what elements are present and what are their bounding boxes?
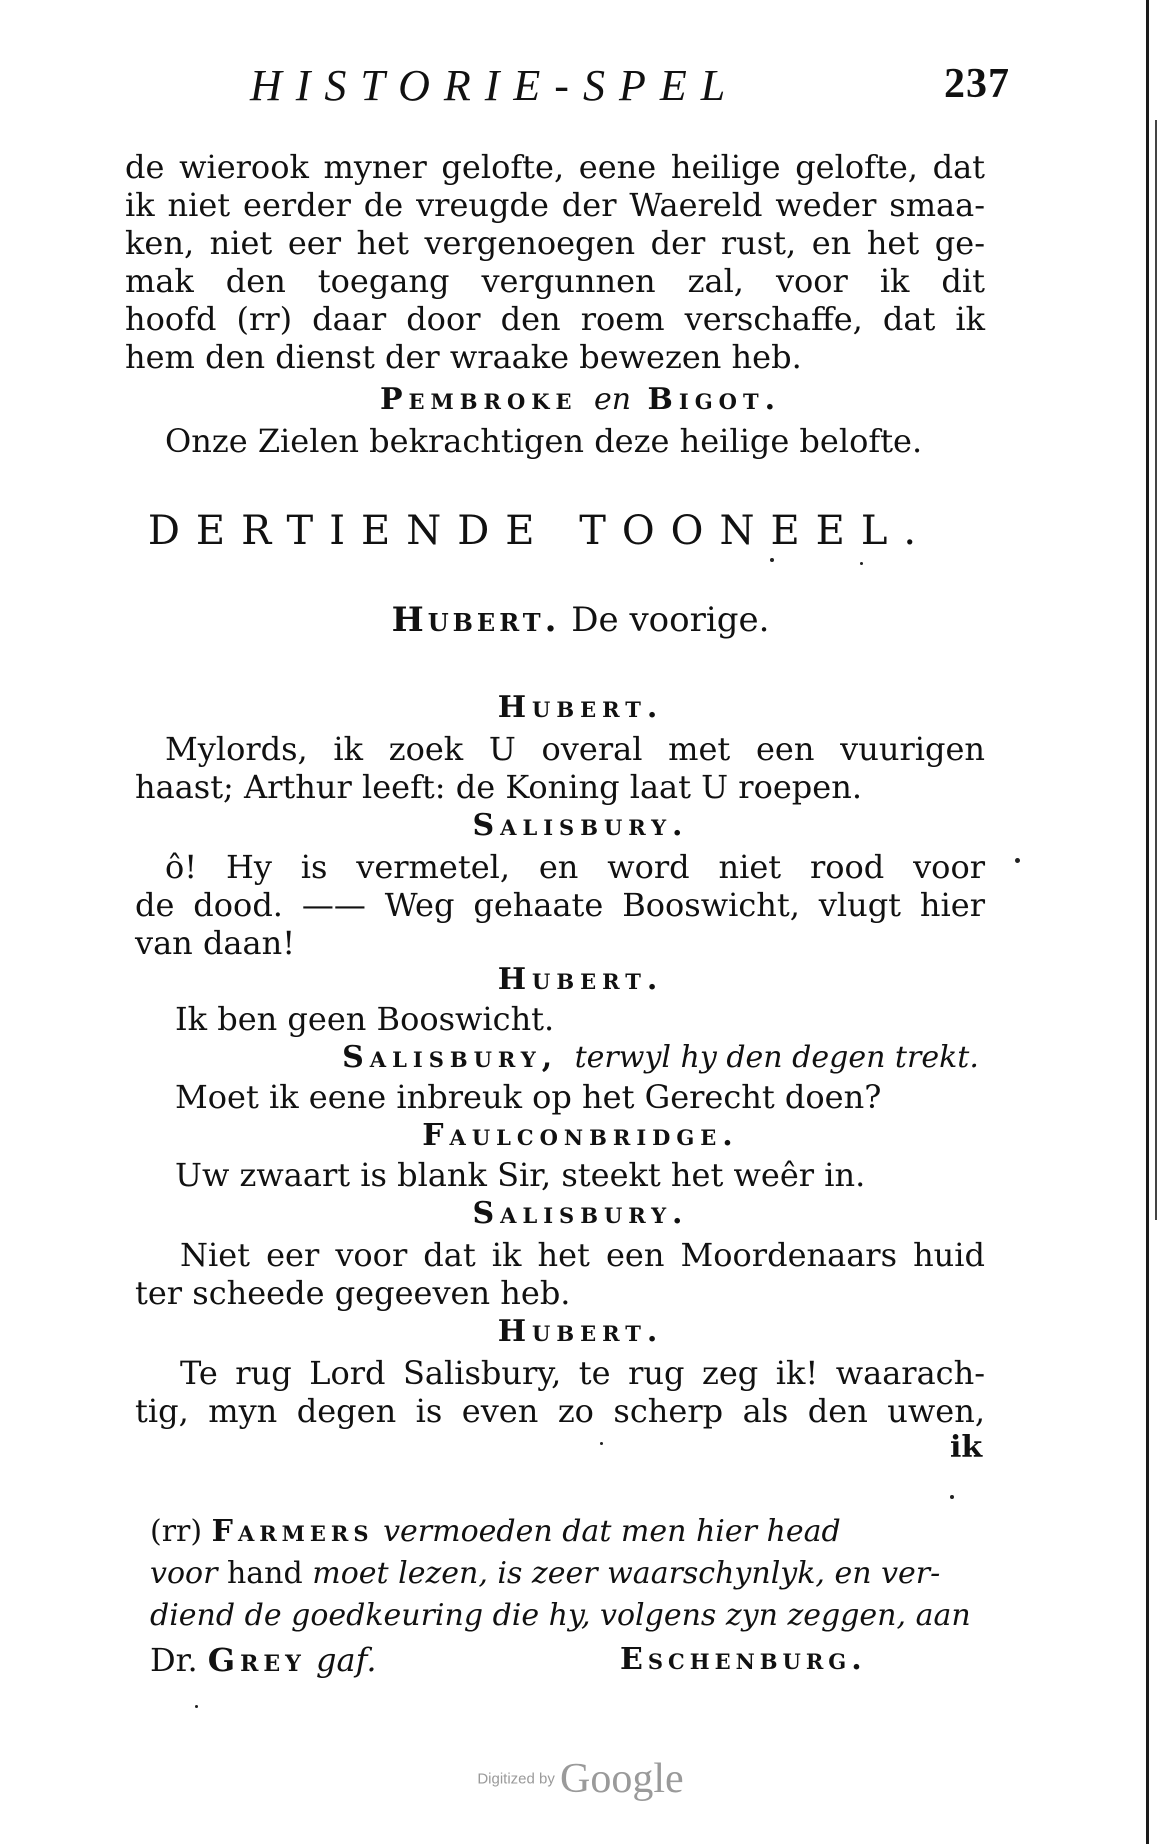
speaker-salisbury: Salisbury. bbox=[472, 1196, 689, 1231]
speaker-faulconbridge: Faulconbridge. bbox=[422, 1118, 739, 1153]
footnote-text: hand bbox=[226, 1556, 303, 1591]
watermark-brand: Google bbox=[559, 1756, 684, 1802]
text-line: de wierook myner gelofte, eene heilige gelofte, dat bbox=[125, 148, 985, 186]
speaker-joiner: en bbox=[594, 382, 632, 417]
footnote-name: Farmers bbox=[211, 1514, 374, 1549]
footnote-line bbox=[150, 1512, 990, 1552]
footnote-text: gaf. bbox=[316, 1641, 377, 1679]
scan-speck bbox=[950, 1495, 954, 1499]
speaker-name: Salisbury, bbox=[342, 1040, 559, 1075]
scan-speck bbox=[770, 558, 774, 562]
scene-character: Hubert. bbox=[391, 600, 561, 640]
speech-line: tig, myn degen is even zo scherp als den uwen, bbox=[135, 1392, 985, 1430]
page-number: 237 bbox=[944, 61, 1010, 107]
speech-line: van daan! bbox=[135, 924, 296, 962]
scan-speck bbox=[1015, 858, 1020, 863]
scene-characters bbox=[0, 600, 1161, 640]
digitized-watermark bbox=[0, 1755, 1161, 1803]
scan-speck bbox=[600, 1442, 603, 1445]
speaker-salisbury: Salisbury. bbox=[472, 808, 689, 843]
speech-line: Niet eer voor dat ik het een Moordenaars huid bbox=[180, 1236, 985, 1274]
speech-line: ter scheede gegeeven heb. bbox=[135, 1274, 571, 1312]
text-line: ik niet eerder de vreugde der Waereld weder smaa- bbox=[125, 186, 985, 224]
text-line: hem den dienst der wraake bewezen heb. bbox=[125, 338, 802, 376]
running-title: HISTORIE-SPEL bbox=[250, 61, 740, 110]
footnote-signature bbox=[620, 1640, 940, 1680]
page-edge-shadow bbox=[1146, 0, 1149, 1844]
text-line: hoofd (rr) daar door den roem verschaffe, dat ik bbox=[125, 300, 985, 338]
running-header bbox=[250, 60, 1010, 120]
speaker-pembroke-bigot bbox=[0, 382, 1161, 417]
speaker-salisbury bbox=[80, 1040, 1161, 1075]
speech-line: haast; Arthur leeft: de Koning laat U roepen. bbox=[135, 768, 862, 806]
footnote-text: vermoeden dat men hier head bbox=[383, 1514, 841, 1549]
scene-heading: DERTIENDE TOONEEL. bbox=[147, 508, 933, 554]
catchword: ik bbox=[950, 1430, 983, 1465]
speaker-hubert: Hubert. bbox=[497, 690, 664, 725]
speaker-name: Pembroke bbox=[379, 382, 578, 417]
speech-line: ô! Hy is vermetel, en word niet rood voor bbox=[165, 848, 985, 886]
scan-speck bbox=[195, 1705, 198, 1708]
footnote-text: Dr. bbox=[150, 1641, 198, 1679]
stage-direction: terwyl hy den degen trekt. bbox=[574, 1040, 979, 1075]
speaker-hubert: Hubert. bbox=[497, 1314, 664, 1349]
speech-line: Onze Zielen bekrachtigen deze heilige belofte. bbox=[165, 422, 923, 460]
footnote-line bbox=[150, 1554, 990, 1594]
text-line: mak den toegang vergunnen zal, voor ik dit bbox=[125, 262, 985, 300]
footnote-line: diend de goedkeuring die hy, volgens zyn zeggen, aan bbox=[150, 1598, 971, 1633]
speech-line: de dood. —— Weg gehaate Booswicht, vlugt hier bbox=[135, 886, 985, 924]
speech-line: Uw zwaart is blank Sir, steekt het weêr in. bbox=[175, 1156, 866, 1194]
watermark-prefix: Digitized by bbox=[477, 1770, 555, 1788]
footnote-name: Grey bbox=[207, 1641, 306, 1679]
scan-speck bbox=[860, 562, 863, 565]
speech-line: Mylords, ik zoek U overal met een vuurigen bbox=[165, 730, 985, 768]
footnote-text: moet lezen, is zeer waarschynlyk, en ver- bbox=[312, 1556, 941, 1591]
speech-line: Te rug Lord Salisbury, te rug zeg ik! waarach- bbox=[180, 1354, 985, 1392]
speech-line: Ik ben geen Booswicht. bbox=[175, 1000, 555, 1038]
footnote-text: voor bbox=[150, 1556, 218, 1591]
text-line: ken, niet eer het vergenoegen der rust, en het ge- bbox=[125, 224, 985, 262]
scene-character: De voorige. bbox=[571, 600, 770, 640]
footnote-marker: (rr) bbox=[150, 1514, 203, 1549]
speaker-name: Bigot. bbox=[647, 382, 782, 417]
speaker-hubert: Hubert. bbox=[497, 962, 664, 997]
signature-name: Eschenburg. bbox=[620, 1642, 867, 1677]
speech-line: Moet ik eene inbreuk op het Gerecht doen? bbox=[175, 1078, 882, 1116]
